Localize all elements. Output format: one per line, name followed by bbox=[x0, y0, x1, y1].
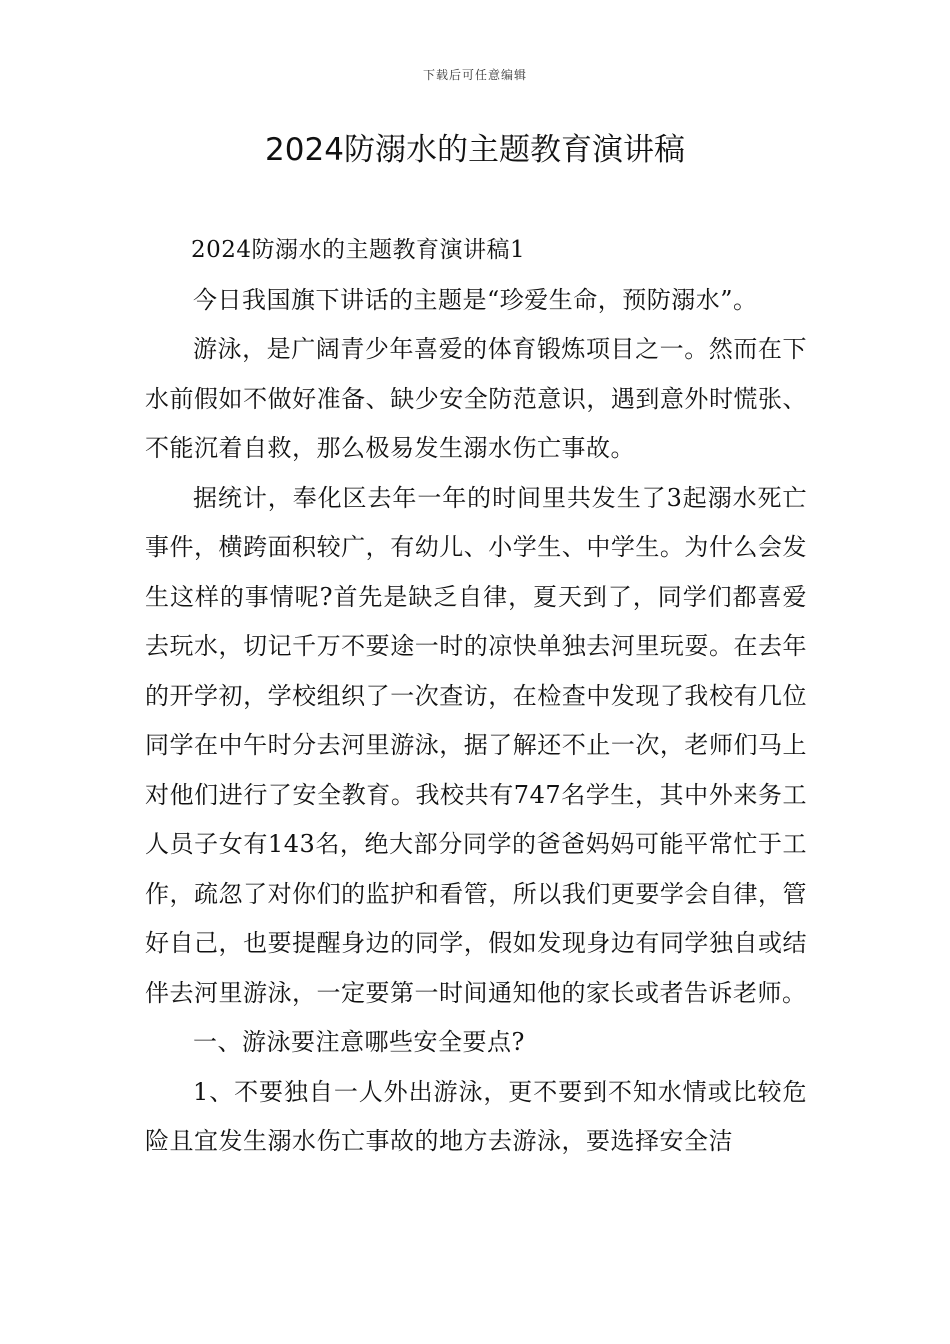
paragraph-opening: 今日我国旗下讲话的主题是“珍爱生命，预防溺水”。 bbox=[193, 285, 758, 314]
speech-subtitle: 2024防溺水的主题教育演讲稿1 bbox=[191, 237, 526, 263]
paragraph-point-1: 1、不要独自一人外出游泳，更不要到不知水情或比较危险且宜发生溺水伤亡事故的地方去游泳，要选择安全洁 bbox=[145, 1077, 807, 1155]
header-note: 下载后可任意编辑 bbox=[422, 68, 527, 82]
document-title: 2024防溺水的主题教育演讲稿 bbox=[265, 132, 685, 168]
paragraph-statistics: 据统计，奉化区去年一年的时间里共发生了3起溺水死亡事件，横跨面积较广，有幼儿、小学生、中学生。为什么会发生这样的事情呢?首先是缺乏自律，夏天到了，同学们都喜爱去玩水，切记千万不要途一时的凉快单独去河里玩耍。在去年的开学初，学校组织了一次查访，在检查中发现了我校有几位同学在中午时分去河里游泳，据了解还不止一次，老师们马上对他们进行了安全教育。我校共有747名学生，其中外来务工人员子女有143名，绝大部分同学的爸爸妈妈可能平常忙于工作，疏忽了对你们的监护和看管，所以我们更要学会自律，管好自己，也要提醒身边的同学，假如发现身边有同学独自或结伴去河里游泳，一定要第一时间通知他的家长或者告诉老师。 bbox=[145, 483, 807, 1007]
document-body bbox=[145, 226, 807, 1167]
section-heading-safety-points: 一、游泳要注意哪些安全要点? bbox=[193, 1028, 525, 1056]
paragraph-swimming-intro: 游泳，是广阔青少年喜爱的体育锻炼项目之一。然而在下水前假如不做好准备、缺少安全防范意识，遇到意外时慌张、不能沉着自救，那么极易发生溺水伤亡事故。 bbox=[145, 335, 807, 462]
